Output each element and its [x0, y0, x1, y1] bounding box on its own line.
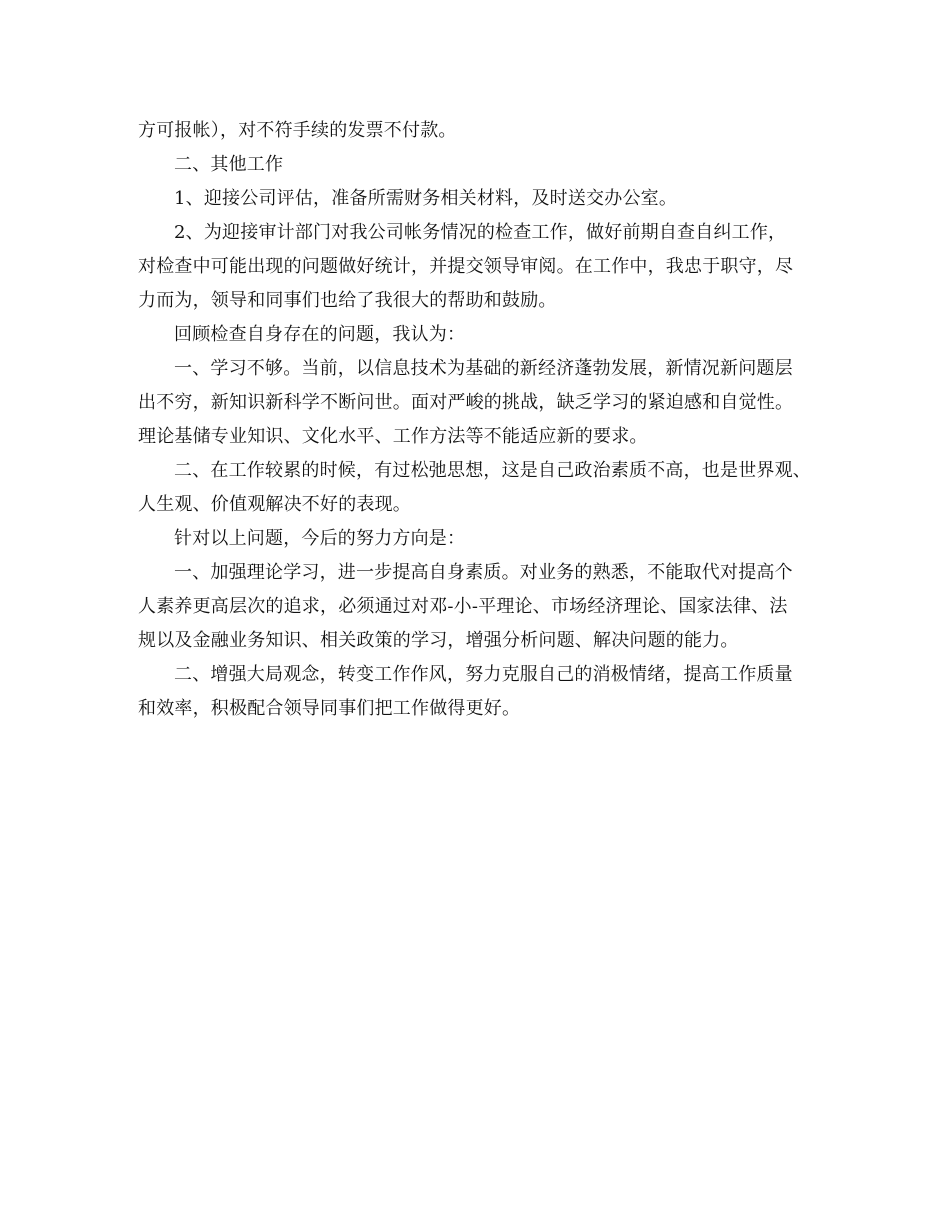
text-line: 针对以上问题，今后的努力方向是： — [174, 528, 466, 549]
text-line: 出不穷，新知识新科学不断问世。面对严峻的挑战，缺乏学习的紧迫感和自觉性。 — [138, 392, 794, 413]
text-line: 1、迎接公司评估，准备所需财务相关材料，及时送交办公室。 — [174, 188, 678, 209]
text-line: 二、在工作较累的时候，有过松弛思想，这是自己政治素质不高，也是世界观、 — [174, 460, 811, 481]
text-line: 二、其他工作 — [174, 154, 284, 175]
text-line: 二、增强大局观念，转变工作作风，努力克服自己的消极情绪，提高工作质量 — [174, 664, 793, 685]
text-line: 人生观、价值观解决不好的表现。 — [138, 494, 411, 515]
document-body — [138, 114, 828, 726]
text-line: 一、学习不够。当前，以信息技术为基础的新经济蓬勃发展，新情况新问题层 — [174, 358, 793, 379]
text-line: 回顾检查自身存在的问题，我认为： — [174, 324, 466, 345]
text-line: 和效率，积极配合领导同事们把工作做得更好。 — [138, 698, 521, 719]
text-line: 力而为，领导和同事们也给了我很大的帮助和鼓励。 — [138, 290, 557, 311]
text-line: 规以及金融业务知识、相关政策的学习，增强分析问题、解决问题的能力。 — [138, 630, 739, 651]
text-line: 理论基储专业知识、文化水平、工作方法等不能适应新的要求。 — [138, 426, 648, 447]
text-line: 人素养更高层次的追求，必须通过对邓-小-平理论、市场经济理论、国家法律、法 — [138, 596, 788, 617]
text-line: 方可报帐），对不符手续的发票不付款。 — [138, 120, 457, 141]
text-line: 一、加强理论学习，进一步提高自身素质。对业务的熟悉，不能取代对提高个 — [174, 562, 793, 583]
text-line: 对检查中可能出现的问题做好统计，并提交领导审阅。在工作中，我忠于职守，尽 — [138, 256, 794, 277]
text-line: 2、为迎接审计部门对我公司帐务情况的检查工作，做好前期自查自纠工作， — [174, 222, 787, 243]
